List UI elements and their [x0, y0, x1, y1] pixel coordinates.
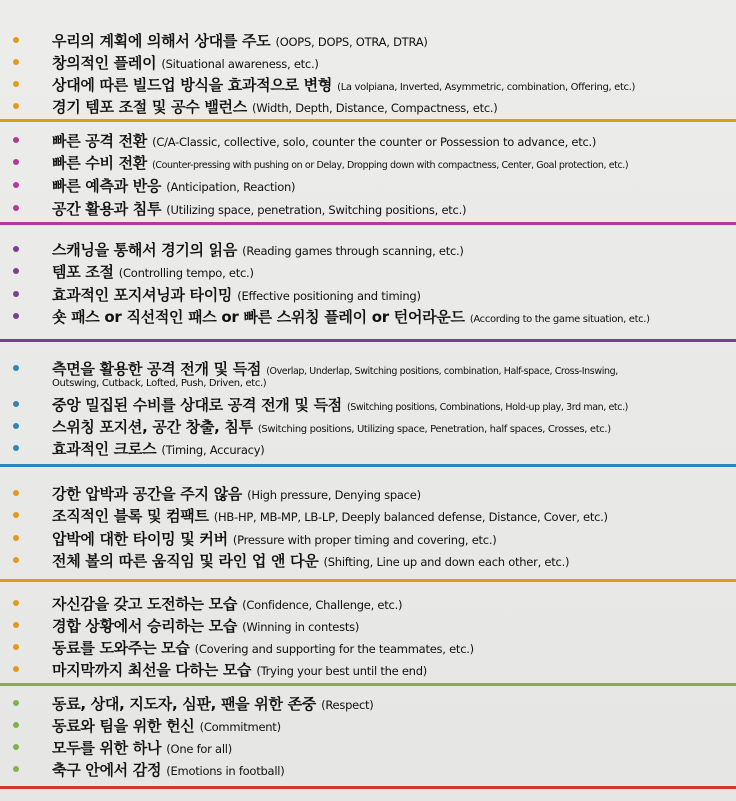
item-english: (Effective positioning and timing) — [237, 289, 421, 303]
item-korean: 동료, 상대, 지도자, 심판, 팬을 위한 존중 — [52, 695, 316, 713]
section-divider — [0, 683, 736, 686]
item-english: (HB-HP, MB-MP, LB-LP, Deeply balanced defense, Distance, Cover, etc.) — [213, 510, 608, 524]
bullet-icon — [13, 401, 19, 407]
list-item — [0, 175, 736, 195]
bullet-icon — [13, 159, 19, 165]
item-korean: 스캐닝을 통해서 경기의 읽음 — [52, 241, 238, 259]
list-item — [0, 693, 736, 713]
item-english: (La volpiana, Inverted, Asymmetric, combination, Offering, etc.) — [337, 82, 636, 93]
section-divider — [0, 222, 736, 225]
bullet-icon — [13, 744, 19, 750]
item-korean: 모두를 위한 하나 — [52, 739, 162, 757]
item-english: (OOPS, DOPS, OTRA, DTRA) — [275, 35, 428, 49]
item-korean: 자신감을 갖고 도전하는 모습 — [52, 595, 238, 613]
bullet-icon — [13, 557, 19, 563]
item-english: (Pressure with proper timing and covering, etc.) — [232, 533, 497, 547]
item-korean: 강한 압박과 공간을 주지 않음 — [52, 485, 242, 503]
section-divider — [0, 464, 736, 467]
list-item — [0, 306, 736, 326]
item-korean: 효과적인 포지셔닝과 타이밍 — [52, 286, 233, 304]
item-english: (Overlap, Underlap, Switching positions, combination, Half-space, Cross-Inswing, — [266, 366, 618, 377]
list-item — [0, 528, 736, 548]
list-item — [0, 715, 736, 735]
list-item — [0, 394, 736, 414]
bullet-icon — [13, 722, 19, 728]
list-item — [0, 759, 736, 779]
bullet-icon — [13, 365, 19, 371]
item-korean: 빠른 예측과 반응 — [52, 177, 162, 195]
list-item — [0, 416, 736, 436]
item-korean: 빠른 수비 전환 — [52, 154, 147, 172]
bullet-icon — [13, 666, 19, 672]
item-english: (Anticipation, Reaction) — [166, 180, 296, 194]
bullet-icon — [13, 313, 19, 319]
list-item — [0, 130, 736, 150]
bullet-icon — [13, 423, 19, 429]
item-korean: 상대에 따른 빌드업 방식을 효과적으로 변형 — [52, 76, 333, 94]
list-item — [0, 483, 736, 503]
item-korean: 전체 볼의 따른 움직임 및 라인 업 앤 다운 — [52, 552, 319, 570]
list-item — [0, 615, 736, 635]
item-english: (Controlling tempo, etc.) — [118, 266, 254, 280]
bullet-icon — [13, 81, 19, 87]
list-item — [0, 261, 736, 281]
item-korean: 압박에 대한 타이밍 및 커버 — [52, 530, 228, 548]
item-korean: 스위칭 포지션, 공간 창출, 침투 — [52, 418, 253, 436]
item-english: (Covering and supporting for the teammates, etc.) — [194, 642, 474, 656]
list-item — [0, 593, 736, 613]
item-korean: 우리의 계획에 의해서 상대를 주도 — [52, 32, 271, 50]
bullet-icon — [13, 644, 19, 650]
list-item — [0, 198, 736, 218]
item-english: (According to the game situation, etc.) — [469, 314, 650, 325]
bullet-icon — [13, 490, 19, 496]
bullet-icon — [13, 600, 19, 606]
bullet-icon — [13, 103, 19, 109]
item-korean: 효과적인 크로스 — [52, 440, 157, 458]
item-english: (Winning in contests) — [242, 620, 360, 634]
item-english: (Respect) — [321, 698, 374, 712]
item-korean: 동료와 팀을 위한 헌신 — [52, 717, 195, 735]
item-korean: 빠른 공격 전환 — [52, 132, 147, 150]
item-english: (Timing, Accuracy) — [161, 443, 265, 457]
list-item — [0, 239, 736, 259]
item-korean: 마지막까지 최선을 다하는 모습 — [52, 661, 252, 679]
list-item — [0, 358, 736, 378]
item-korean: 템포 조절 — [52, 263, 114, 281]
item-english: (Switching positions, Utilizing space, Penetration, half spaces, Crosses, etc.) — [257, 424, 611, 435]
item-korean: 공간 활용과 침투 — [52, 200, 162, 218]
item-korean: 숏 패스 or 직선적인 패스 or 빠른 스위칭 플레이 or 턴어라운드 — [52, 308, 465, 326]
list-item — [0, 284, 736, 304]
bullet-icon — [13, 700, 19, 706]
item-english-continuation: Outswing, Cutback, Lofted, Push, Driven, etc.) — [52, 378, 267, 389]
item-english: (Situational awareness, etc.) — [161, 57, 319, 71]
item-english: (Width, Depth, Distance, Compactness, etc.) — [252, 101, 498, 115]
bullet-icon — [13, 766, 19, 772]
list-item — [0, 30, 736, 50]
item-english: (Shifting, Line up and down each other, etc.) — [323, 555, 570, 569]
item-english: (Confidence, Challenge, etc.) — [242, 598, 403, 612]
bullet-icon — [13, 445, 19, 451]
item-english: (Utilizing space, penetration, Switching positions, etc.) — [166, 203, 467, 217]
section-divider — [0, 786, 736, 789]
bullet-icon — [13, 622, 19, 628]
list-item — [0, 438, 736, 458]
item-korean: 경합 상황에서 승리하는 모습 — [52, 617, 238, 635]
bullet-icon — [13, 246, 19, 252]
section-divider — [0, 119, 736, 122]
item-english: (Reading games through scanning, etc.) — [242, 244, 464, 258]
bullet-icon — [13, 268, 19, 274]
item-english: (High pressure, Denying space) — [247, 488, 421, 502]
item-english: (Trying your best until the end) — [256, 664, 427, 678]
section-divider — [0, 579, 736, 582]
bullet-icon — [13, 205, 19, 211]
item-korean: 측면을 활용한 공격 전개 및 득점 — [52, 360, 262, 378]
list-item — [0, 505, 736, 525]
bullet-icon — [13, 137, 19, 143]
item-korean: 경기 템포 조절 및 공수 밸런스 — [52, 98, 247, 116]
list-item — [0, 96, 736, 116]
list-item — [0, 74, 736, 94]
item-korean: 축구 안에서 감정 — [52, 761, 162, 779]
item-korean: 창의적인 플레이 — [52, 54, 157, 72]
list-item — [0, 52, 736, 72]
list-item-continuation — [0, 377, 736, 393]
bullet-icon — [13, 512, 19, 518]
bullet-icon — [13, 182, 19, 188]
item-korean: 중앙 밀집된 수비를 상대로 공격 전개 및 득점 — [52, 396, 342, 414]
bullet-icon — [13, 291, 19, 297]
item-english: (Counter-pressing with pushing on or Delay, Dropping down with compactness, Center, Goal protection, etc.) — [152, 160, 629, 171]
section-divider — [0, 339, 736, 342]
bullet-icon — [13, 37, 19, 43]
list-item — [0, 737, 736, 757]
bullet-icon — [13, 59, 19, 65]
item-english: (C/A-Classic, collective, solo, counter the counter or Possession to advance, etc.) — [152, 135, 597, 149]
item-english: (Emotions in football) — [166, 764, 285, 778]
item-korean: 조직적인 블록 및 컴팩트 — [52, 507, 209, 525]
item-english: (Commitment) — [199, 720, 281, 734]
list-item — [0, 637, 736, 657]
list-item — [0, 152, 736, 172]
bullet-icon — [13, 535, 19, 541]
item-english: (Switching positions, Combinations, Hold-up play, 3rd man, etc.) — [346, 402, 628, 413]
item-korean: 동료를 도와주는 모습 — [52, 639, 190, 657]
list-item — [0, 659, 736, 679]
list-item — [0, 550, 736, 570]
item-english: (One for all) — [166, 742, 232, 756]
